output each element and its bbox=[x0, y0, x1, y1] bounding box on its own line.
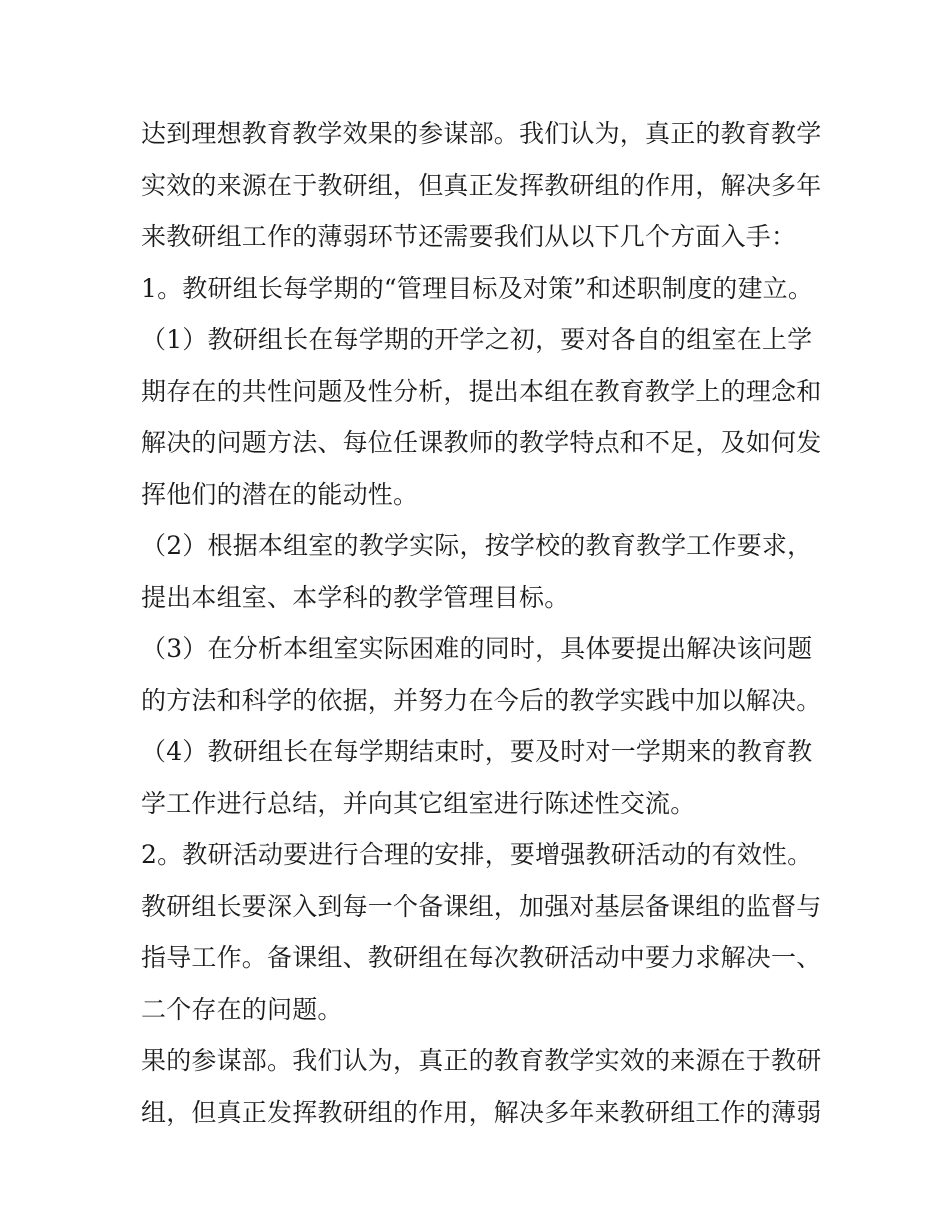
text-line: 来教研组工作的薄弱环节还需要我们从以下几个方面入手： bbox=[141, 222, 797, 251]
document-body bbox=[141, 108, 821, 1138]
sub-item-line: （2）根据本组室的教学实际，按学校的教育教学工作要求， bbox=[141, 531, 813, 560]
text-line: 达到理想教育教学效果的参谋部。我们认为，真正的教育教学 bbox=[141, 119, 822, 148]
text-line: 果的参谋部。我们认为，真正的教育教学实效的来源在于教研 bbox=[141, 1046, 822, 1075]
sub-item-line: （3）在分析本组室实际困难的同时，具体要提出解决该问题 bbox=[141, 634, 813, 663]
text-line: 期存在的共性问题及性分析，提出本组在教育教学上的理念和 bbox=[141, 376, 822, 406]
text-line: 教研组长要深入到每一个备课组，加强对基层备课组的监督与 bbox=[141, 891, 822, 921]
sub-item-line: （1）教研组长在每学期的开学之初，要对各自的组室在上学 bbox=[141, 325, 813, 354]
text-line: 的方法和科学的依据，并努力在今后的教学实践中加以解决。 bbox=[141, 685, 822, 715]
text-line: 解决的问题方法、每位任课教师的教学特点和不足，及如何发 bbox=[141, 428, 822, 457]
text-line: 挥他们的潜在的能动性。 bbox=[141, 479, 419, 509]
list-item-heading: 2。教研活动要进行合理的安排，要增强教研活动的有效性。 bbox=[141, 840, 813, 869]
list-item-heading: 1。教研组长每学期的“管理目标及对策”和述职制度的建立。 bbox=[141, 273, 814, 303]
text-line: 二个存在的问题。 bbox=[141, 994, 343, 1024]
text-line: 提出本组室、本学科的教学管理目标。 bbox=[141, 582, 570, 612]
text-line: 指导工作。备课组、教研组在每次教研活动中要力求解决一、 bbox=[141, 943, 822, 972]
text-line: 学工作进行总结，并向其它组室进行陈述性交流。 bbox=[141, 788, 696, 818]
text-line: 实效的来源在于教研组，但真正发挥教研组的作用，解决多年 bbox=[141, 170, 822, 200]
sub-item-line: （4）教研组长在每学期结束时，要及时对一学期来的教育教 bbox=[141, 737, 813, 766]
text-line: 组，但真正发挥教研组的作用，解决多年来教研组工作的薄弱 bbox=[141, 1097, 822, 1127]
